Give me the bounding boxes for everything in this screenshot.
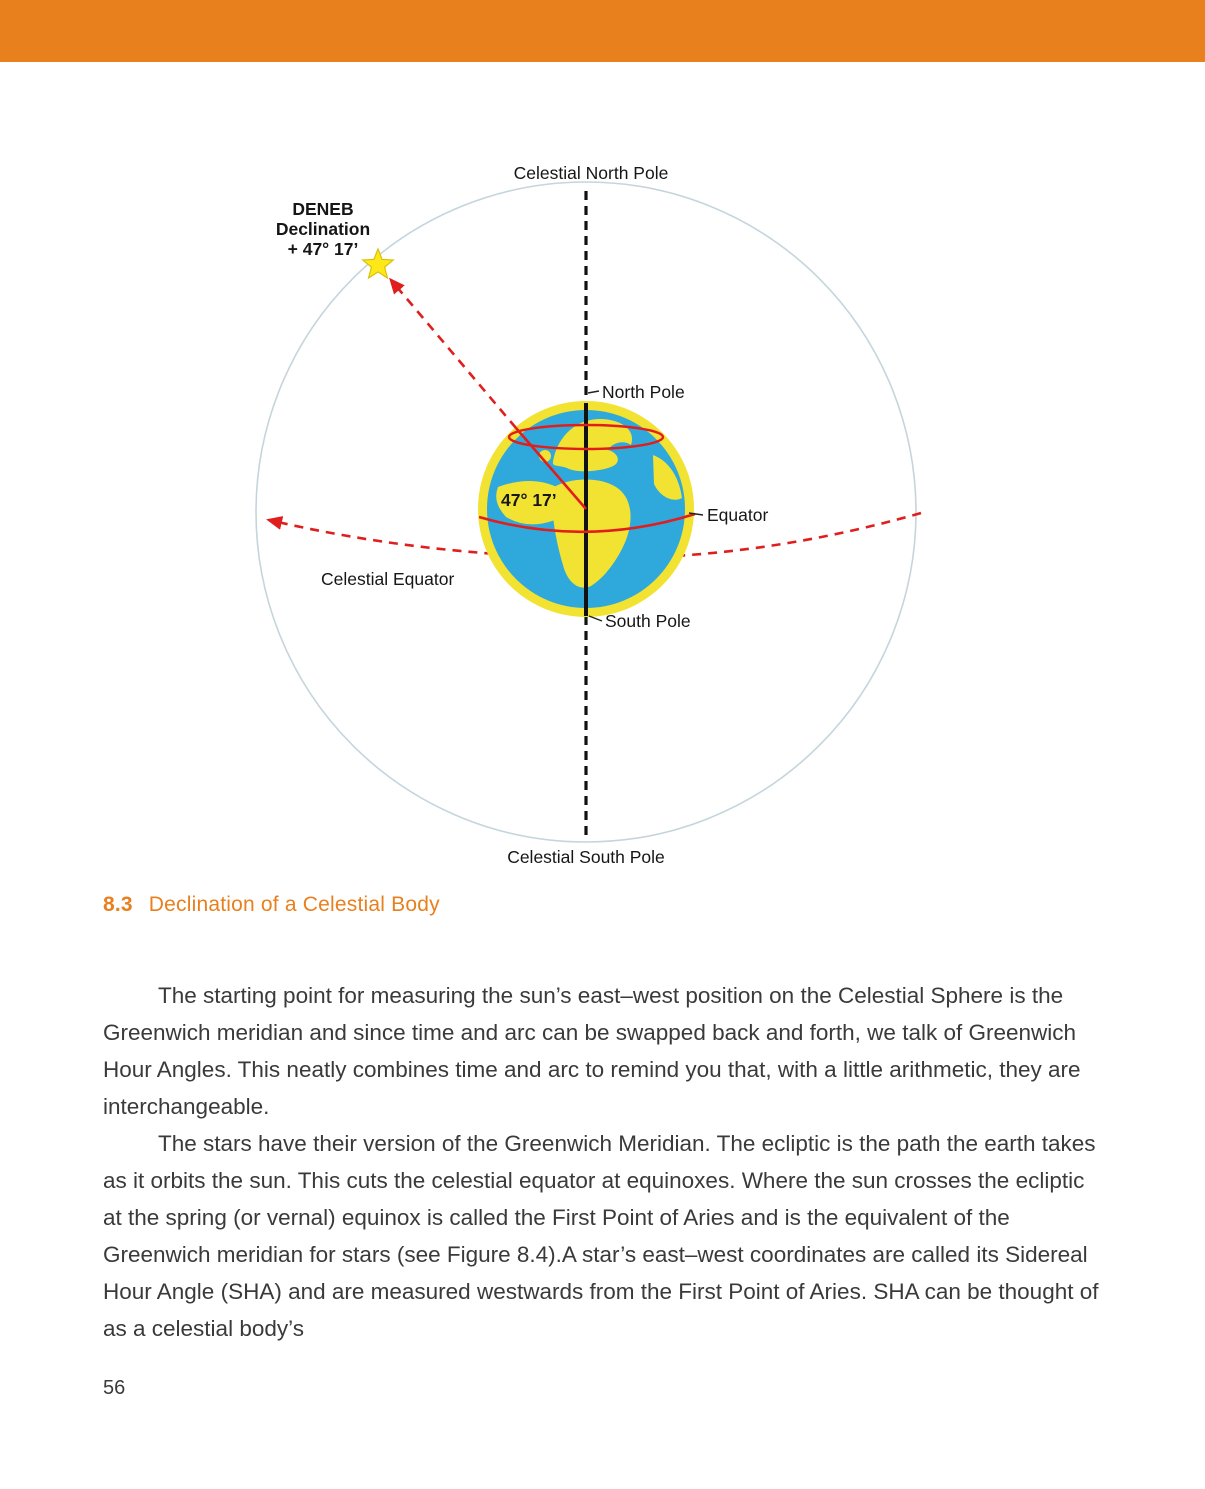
body-paragraph-2: The stars have their version of the Greenwich Meridian. The ecliptic is the path the earth takes as it orbits the sun. This cuts the celestial equator at equinoxes. Where the sun crosses the ecliptic at the spring (or vernal) equinox is called the First Point of Aries and is the equivalent of the Greenwich meridian for stars (see Figure 8.4).A star’s east–west coordinates are called its Sidereal Hour Angle (SHA) and are measured westwards from the First Point of Aries. SHA can be thought of as a celestial body’s [103, 1131, 1099, 1341]
body-paragraph-1: The starting point for measuring the sun’s east–west position on the Celestial Sphere is the Greenwich meridian and since time and arc can be swapped back and forth, we talk of Greenwich Hour Angles. This neatly combines time and arc to remind you that, with a little arithmetic, they are interchangeable. [103, 983, 1081, 1119]
label-deneb-angle: + 47° 17’ [287, 239, 358, 259]
label-north-pole: North Pole [601, 382, 685, 402]
label-celestial-north-pole: Celestial North Pole [513, 163, 668, 183]
label-declination-angle: 47° 17’ [500, 490, 557, 510]
label-celestial-equator: Celestial Equator [320, 569, 454, 589]
label-deneb-declination: Declination [275, 219, 370, 239]
figure-number: 8.3 [103, 893, 133, 916]
body-text [103, 977, 1105, 1347]
page-number: 56 [103, 1377, 126, 1399]
label-celestial-south-pole: Celestial South Pole [506, 847, 665, 867]
label-equator: Equator [706, 505, 768, 525]
figure-caption [103, 893, 1205, 917]
label-deneb-name: DENEB [291, 199, 354, 219]
figure-8-3 [0, 157, 1205, 917]
label-south-pole: South Pole [604, 611, 691, 631]
figure-title: Declination of a Celestial Body [148, 893, 440, 916]
header-bar [0, 0, 1205, 62]
celestial-sphere-diagram [223, 157, 983, 877]
